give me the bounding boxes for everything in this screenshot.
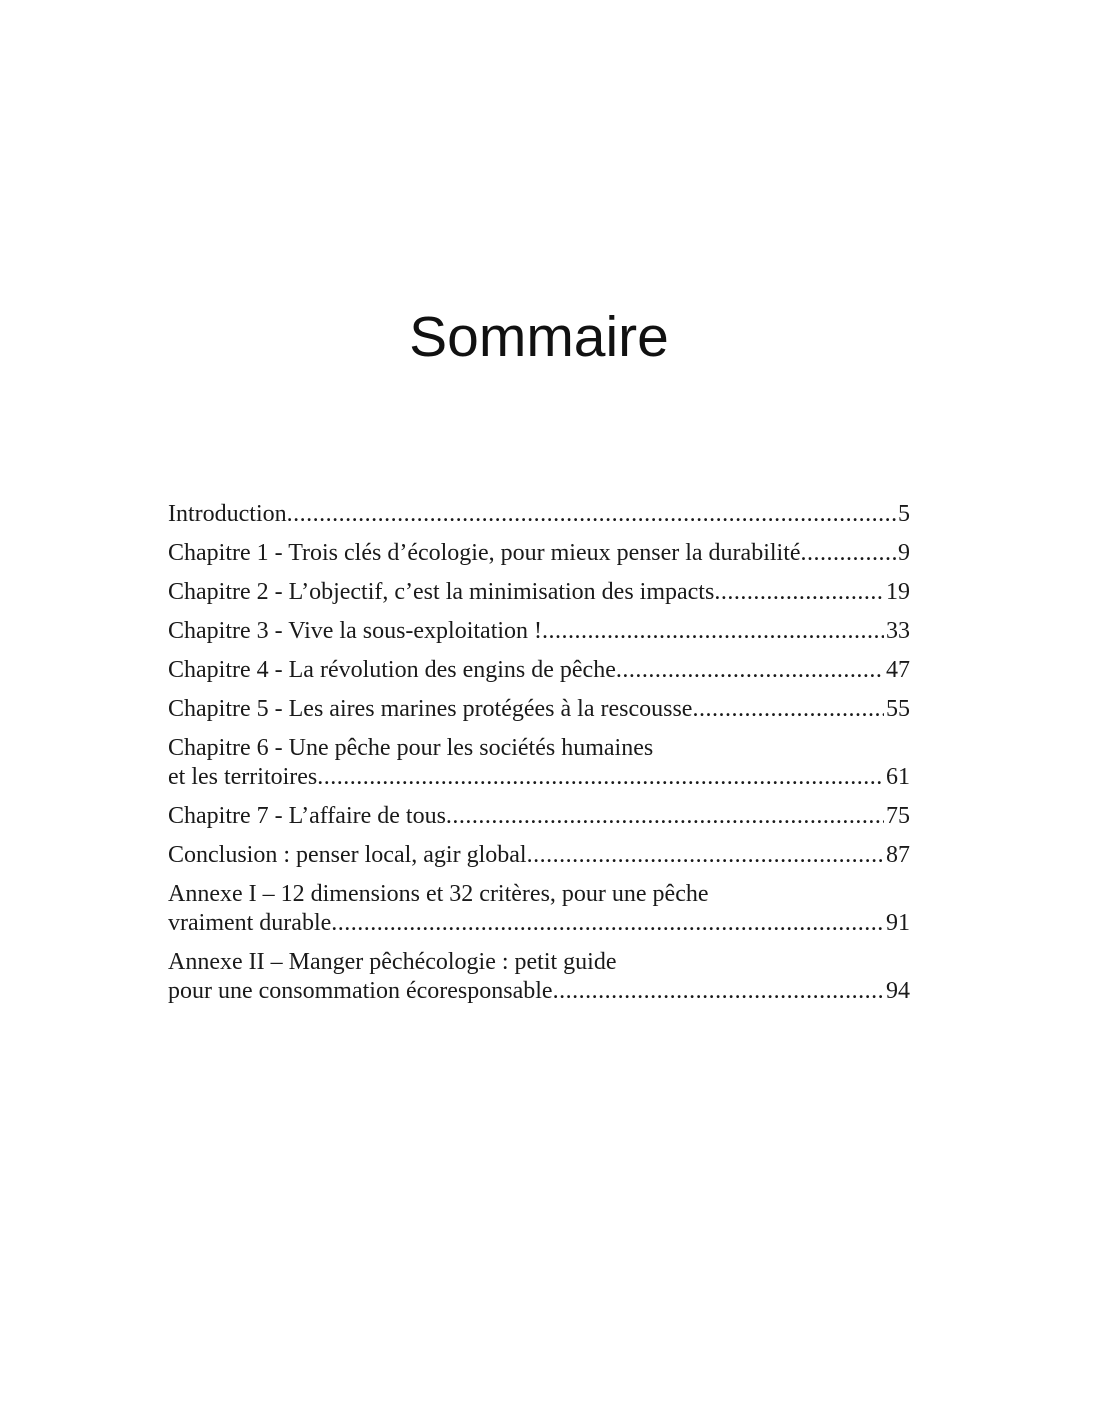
toc-line [168,695,910,724]
toc-entry-title-line: Chapitre 6 - Une pêche pour les sociétés humaines [168,735,654,761]
toc-page-number: 5 [898,501,910,527]
dot-leader [331,909,884,938]
toc-entry-title: Introduction [168,501,287,527]
dot-leader [714,578,884,607]
dot-leader [317,763,884,792]
toc-line [168,977,910,1006]
toc-entry-title: Chapitre 7 - L’affaire de tous [168,803,446,829]
toc-line [168,500,910,529]
toc-page-number: 61 [886,764,910,790]
dot-leader [801,539,896,568]
dot-leader [287,500,896,529]
toc-entry-annexe-1[interactable] [168,880,910,938]
toc-entry-introduction[interactable] [168,500,910,529]
toc-entry-chapitre-1[interactable] [168,539,910,568]
toc-entry-title: Chapitre 2 - L’objectif, c’est la minimisation des impacts [168,579,715,605]
toc-page-number: 75 [886,803,910,829]
page-title: Sommaire [409,305,669,369]
toc-page-number: 47 [886,657,910,683]
toc-entry-chapitre-5[interactable] [168,695,910,724]
toc-line [168,656,910,685]
toc-entry-title: Chapitre 4 - La révolution des engins de pêche [168,657,616,683]
toc-page-number: 91 [886,910,910,936]
toc-entry-title: vraiment durable [168,910,332,936]
toc-page-number: 19 [886,579,910,605]
toc-entry-chapitre-6[interactable] [168,734,910,792]
dot-leader [542,617,884,646]
toc-entry-chapitre-2[interactable] [168,578,910,607]
toc-entry-chapitre-4[interactable] [168,656,910,685]
toc-entry-title: Chapitre 5 - Les aires marines protégées à la rescousse [168,696,693,722]
toc-line [168,617,910,646]
dot-leader [692,695,884,724]
toc-entry-annexe-2[interactable] [168,948,910,1006]
toc-entry-title: pour une consommation écoresponsable [168,978,553,1004]
toc-entry-title: Chapitre 1 - Trois clés d’écologie, pour mieux penser la durabilité [168,540,801,566]
toc-line [168,763,910,792]
toc-page-number: 9 [898,540,910,566]
toc-page-number: 33 [886,618,910,644]
toc-entry-chapitre-3[interactable] [168,617,910,646]
toc-line [168,841,910,870]
toc-entry-title: et les territoires [168,764,318,790]
toc-line [168,578,910,607]
toc-page-number: 87 [886,842,910,868]
toc-page-number: 55 [886,696,910,722]
dot-leader [446,802,884,831]
toc-line [168,802,910,831]
toc-entry-title: Chapitre 3 - Vive la sous-exploitation ! [168,618,543,644]
toc-line [168,909,910,938]
toc-entry-chapitre-7[interactable] [168,802,910,831]
toc-entry-title: Conclusion : penser local, agir global [168,842,527,868]
toc-page-number: 94 [886,978,910,1004]
table-of-contents [168,500,910,1016]
dot-leader [616,656,884,685]
toc-entry-conclusion[interactable] [168,841,910,870]
dot-leader [527,841,884,870]
toc-line [168,539,910,568]
toc-entry-title-line: Annexe I – 12 dimensions et 32 critères, pour une pêche [168,881,709,907]
toc-entry-title-line: Annexe II – Manger pêchécologie : petit guide [168,949,617,975]
dot-leader [553,977,884,1006]
